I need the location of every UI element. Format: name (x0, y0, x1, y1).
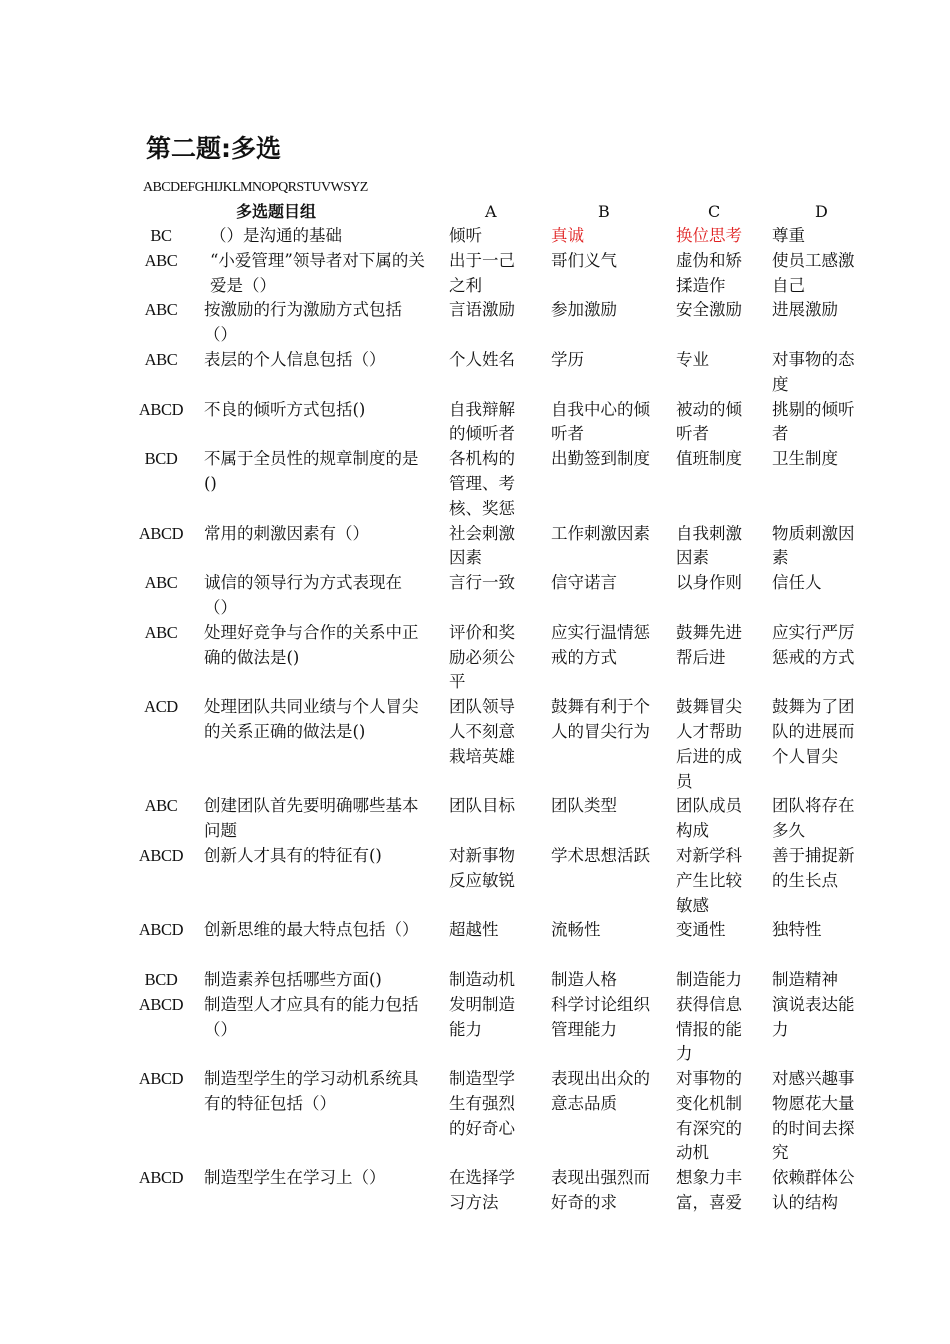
option-c: 团队成员构成 (676, 796, 742, 841)
option-d: 演说表达能力 (772, 994, 855, 1039)
table-header (0, 200, 950, 224)
option-c: 对新学科产生比较敏感 (676, 845, 742, 915)
table-row (0, 918, 950, 968)
option-c: 专业 (676, 349, 709, 369)
option-a: 发明制造能力 (449, 994, 515, 1039)
table-row (0, 968, 950, 993)
question-text: 制造型学生在学习上（） (204, 1168, 386, 1188)
option-c: 值班制度 (676, 449, 742, 469)
option-b: 自我中心的倾听者 (551, 399, 650, 444)
option-a: 个人姓名 (449, 349, 515, 369)
table-row (0, 1067, 950, 1166)
option-d: 进展激励 (772, 300, 838, 320)
option-b: 应实行温情惩戒的方式 (551, 622, 650, 667)
option-c: 被动的倾听者 (676, 399, 742, 444)
question-text: 按激励的行为激励方式包括（） (204, 300, 402, 345)
option-c: 鼓舞先进帮后进 (676, 622, 742, 667)
option-b: 出勤签到制度 (551, 449, 650, 469)
option-b: 表现出出众的意志品质 (551, 1069, 650, 1113)
option-d: 制造精神 (772, 969, 838, 989)
answer-key: ABCD (138, 994, 184, 1014)
question-text: 不属于全员性的规章制度的是() (204, 449, 419, 493)
option-b: 信守诺言 (551, 573, 617, 593)
option-a: 制造动机 (449, 969, 515, 989)
option-a: 对新事物反应敏锐 (449, 845, 515, 890)
table-row (0, 993, 950, 1067)
answer-key: ABC (144, 349, 178, 369)
answer-key: ABCD (138, 1069, 184, 1089)
question-text: 创新人才具有的特征有() (204, 845, 382, 865)
answer-key: ABCD (138, 845, 184, 865)
answer-key: ACD (144, 697, 178, 717)
answer-key: ABC (144, 250, 178, 270)
option-a: 出于一己之利 (449, 250, 515, 295)
option-b: 哥们义气 (551, 250, 617, 270)
option-a: 团队领导人不刻意栽培英雄 (449, 697, 515, 766)
answer-key: ABCD (138, 523, 184, 543)
option-c: 对事物的变化机制有深究的动机 (676, 1069, 742, 1163)
option-a: 制造型学生有强烈的好奇心 (449, 1069, 515, 1138)
table-row (0, 571, 950, 621)
question-text: 处理团队共同业绩与个人冒尖的关系正确的做法是() (204, 697, 419, 741)
option-a: 社会刺激因素 (449, 523, 515, 568)
option-c: 安全激励 (676, 300, 742, 320)
option-c: 想象力丰富，喜爱 (676, 1168, 742, 1213)
answer-key: ABCD (138, 399, 184, 419)
option-b: 鼓舞有利于个人的冒尖行为 (551, 697, 650, 741)
question-text: 表层的个人信息包括（） (204, 349, 386, 369)
table-row (0, 447, 950, 521)
option-d: 挑剔的倾听者 (772, 399, 855, 444)
option-d: 对感兴趣事物愿花大量的时间去探究 (772, 1069, 855, 1163)
option-c: 自我刺激因素 (676, 523, 742, 568)
option-d: 卫生制度 (772, 449, 838, 469)
header-question-group: 多选题目组 (236, 202, 317, 221)
question-text: 创建团队首先要明确哪些基本问题 (204, 796, 419, 841)
option-d: 应实行严厉惩戒的方式 (772, 622, 855, 667)
option-d: 物质刺激因素 (772, 523, 855, 568)
answer-key: ABCD (138, 920, 184, 940)
header-option-a: A (485, 202, 497, 221)
option-b: 流畅性 (551, 920, 601, 940)
table-row (0, 298, 950, 348)
option-b: 学历 (551, 349, 584, 369)
answer-key: ABC (144, 300, 178, 320)
table-row (0, 249, 950, 299)
option-a: 超越性 (449, 920, 499, 940)
question-text: 常用的刺激因素有（） (204, 523, 369, 543)
answer-key: ABC (144, 573, 178, 593)
table-row (0, 398, 950, 448)
option-d: 鼓舞为了团队的进展而个人冒尖 (772, 697, 855, 766)
question-text: 处理好竞争与合作的关系中正确的做法是() (204, 622, 419, 667)
option-a: 言语激励 (449, 300, 515, 320)
table-row (0, 844, 950, 918)
option-a: 倾听 (449, 226, 482, 245)
question-table (0, 224, 950, 1216)
option-c: 以身作则 (676, 573, 742, 593)
option-c: 换位思考 (676, 226, 742, 245)
option-a: 自我辩解的倾听者 (449, 399, 515, 444)
option-d: 团队将存在多久 (772, 796, 855, 841)
answer-key: BCD (144, 969, 178, 989)
alphabet-line: ABCDEFGHIJKLMNOPQRSTUVWSYZ (143, 180, 368, 195)
option-b: 工作刺激因素 (551, 523, 650, 543)
header-option-c: C (708, 202, 721, 221)
option-d: 独特性 (772, 920, 822, 940)
option-d: 对事物的态度 (772, 349, 855, 394)
option-b: 科学讨论组织管理能力 (551, 994, 650, 1039)
question-text: 诚信的领导行为方式表现在（） (204, 573, 402, 617)
option-a: 言行一致 (449, 573, 515, 593)
table-row (0, 348, 950, 398)
question-text: 制造型人才应具有的能力包括（） (204, 994, 419, 1039)
answer-key: BCD (144, 449, 178, 469)
option-c: 制造能力 (676, 969, 742, 989)
option-a: 团队目标 (449, 796, 515, 816)
section-title: 第二题:多选 (146, 134, 281, 163)
option-a: 各机构的管理、考核、奖惩 (449, 449, 515, 518)
option-c: 变通性 (676, 920, 726, 940)
question-text: （）是沟通的基础 (210, 226, 342, 245)
option-b: 表现出强烈而好奇的求 (551, 1168, 650, 1213)
option-d: 依赖群体公认的结构 (772, 1168, 855, 1213)
option-b: 参加激励 (551, 300, 617, 320)
option-b: 真诚 (551, 226, 584, 245)
option-a: 在选择学习方法 (449, 1168, 515, 1213)
option-d: 尊重 (772, 226, 805, 245)
option-d: 善于捕捉新的生长点 (772, 845, 855, 890)
table-row (0, 522, 950, 572)
question-text: 制造素养包括哪些方面() (204, 969, 382, 989)
table-row (0, 1166, 950, 1216)
answer-key: ABC (144, 796, 178, 816)
question-text: 制造型学生的学习动机系统具有的特征包括（） (204, 1069, 419, 1113)
option-c: 鼓舞冒尖人才帮助后进的成员 (676, 697, 742, 791)
header-option-d: D (815, 202, 828, 221)
table-row (0, 224, 950, 249)
option-b: 团队类型 (551, 796, 617, 816)
table-row (0, 621, 950, 695)
answer-key: ABC (144, 622, 178, 642)
option-c: 获得信息情报的能力 (676, 994, 742, 1064)
header-option-b: B (598, 202, 610, 221)
option-b: 制造人格 (551, 969, 617, 989)
question-text: 创新思维的最大特点包括（） (204, 920, 419, 940)
answer-key: BC (150, 226, 172, 245)
option-d: 使员工感激自己 (772, 250, 855, 295)
option-a: 评价和奖励必须公平 (449, 622, 515, 692)
option-b: 学术思想活跃 (551, 845, 650, 865)
table-row (0, 695, 950, 794)
table-row (0, 794, 950, 844)
question-text: 不良的倾听方式包括() (204, 399, 366, 419)
option-c: 虚伪和矫揉造作 (676, 250, 742, 295)
question-text: “小爱管理”领导者对下属的关爱是（） (210, 250, 425, 295)
answer-key: ABCD (138, 1168, 184, 1188)
option-d: 信任人 (772, 573, 822, 593)
